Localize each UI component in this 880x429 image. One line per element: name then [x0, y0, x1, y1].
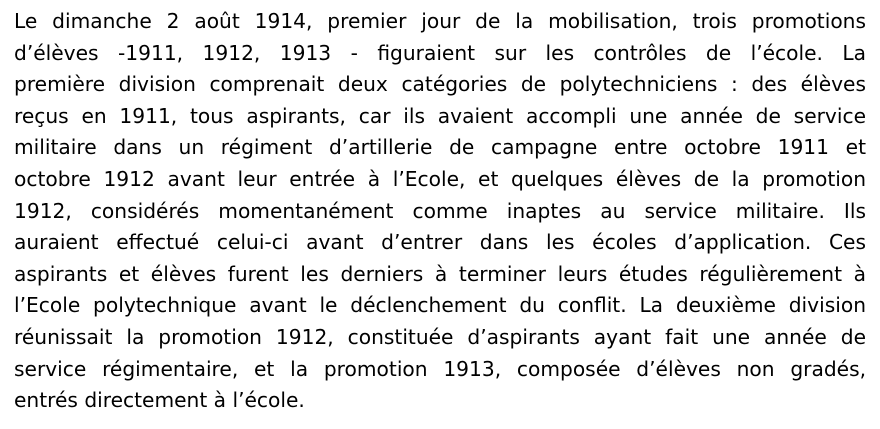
text-line: auraient effectué celui-ci avant d’entrer dans les écoles d’application. Ces — [14, 230, 866, 255]
text-line: d’élèves -1911, 1912, 1913 - figuraient sur les contrôles de l’école. La — [14, 40, 866, 65]
document-paragraph — [14, 6, 866, 417]
text-line: première division comprenait deux catégories de polytechniciens : des élèves — [14, 72, 866, 97]
text-line: Le dimanche 2 août 1914, premier jour de la mobilisation, trois promotions — [14, 9, 866, 33]
text-line: reçus en 1911, tous aspirants, car ils avaient accompli une année de service — [14, 103, 866, 128]
text-line: aspirants et élèves furent les derniers à terminer leurs études régulièrement à — [14, 261, 866, 286]
text-line: service régimentaire, et la promotion 1913, composée d’élèves non gradés, — [14, 356, 866, 381]
text-line: militaire dans un régiment d’artillerie de campagne entre octobre 1911 et — [14, 135, 866, 160]
text-line: réunissait la promotion 1912, constituée d’aspirants ayant fait une année de — [14, 324, 866, 349]
text-line: octobre 1912 avant leur entrée à l’Ecole, et quelques élèves de la promotion — [14, 166, 866, 191]
text-line: l’Ecole polytechnique avant le déclenchement du conflit. La deuxième division — [14, 293, 866, 318]
text-line: 1912, considérés momentanément comme inaptes au service militaire. Ils — [14, 198, 866, 223]
text-line-last: entrés directement à l’école. — [14, 388, 305, 413]
